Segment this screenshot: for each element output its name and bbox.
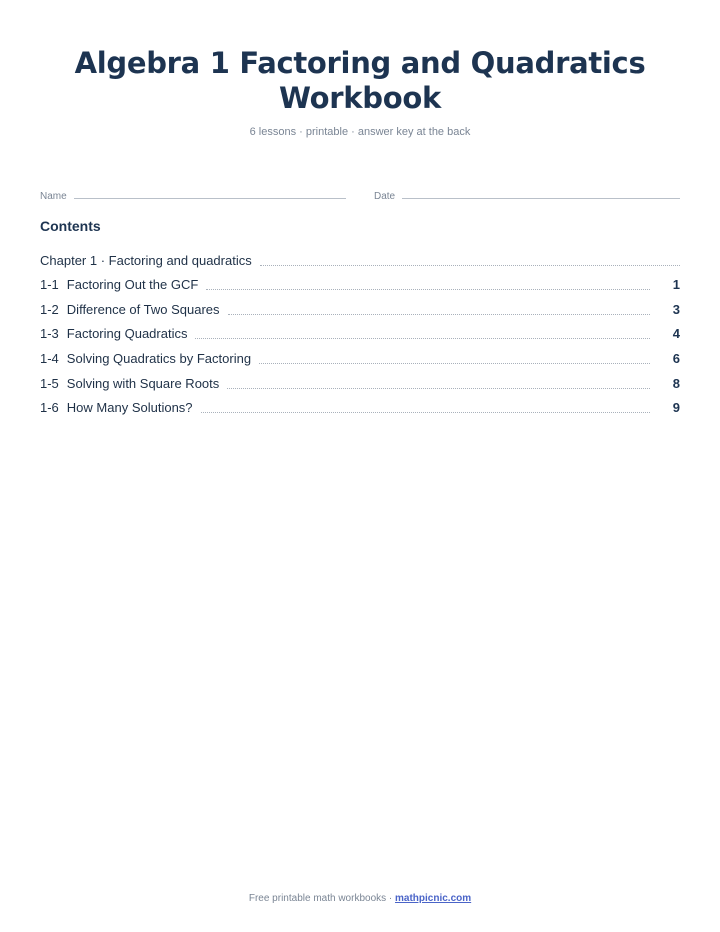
toc-lesson-row[interactable]	[40, 275, 680, 293]
toc-leader	[201, 412, 650, 413]
toc-lesson-title: Solving Quadratics by Factoring	[66, 350, 252, 366]
toc-lesson-row[interactable]	[40, 300, 680, 318]
date-line	[402, 198, 680, 199]
toc-lesson-title: How Many Solutions?	[66, 399, 193, 415]
toc-page-number: 8	[672, 375, 680, 391]
toc-leader	[227, 388, 650, 389]
toc-lesson-number: 1-4	[40, 350, 59, 366]
toc-lesson-title: Difference of Two Squares	[66, 301, 220, 317]
toc-leader	[259, 363, 650, 364]
toc-lesson-row[interactable]	[40, 324, 680, 342]
toc-page-number: 9	[672, 399, 680, 415]
toc-lesson-title: Factoring Quadratics	[66, 325, 188, 341]
toc-lesson-number: 1-5	[40, 375, 59, 391]
toc-leader	[228, 314, 650, 315]
workbook-subtitle: 6 lessons · printable · answer key at the back	[249, 126, 471, 138]
toc-lesson-number: 1-6	[40, 399, 59, 415]
workbook-title: Algebra 1 Factoring and Quadratics Workbook	[74, 46, 646, 115]
contents-heading: Contents	[40, 218, 101, 234]
toc-lesson-number: 1-1	[40, 276, 59, 292]
toc-page-number: 6	[672, 350, 680, 366]
name-line	[74, 198, 346, 199]
toc-lesson-title: Solving with Square Roots	[66, 375, 220, 391]
toc-page-number: 3	[672, 301, 680, 317]
toc-leader	[206, 289, 650, 290]
name-label: Name	[40, 191, 67, 202]
page-footer	[0, 893, 720, 904]
toc-chapter-label: Chapter 1 · Factoring and quadratics	[40, 252, 252, 268]
toc-lesson-row[interactable]	[40, 349, 680, 367]
date-label: Date	[374, 191, 396, 202]
toc-leader	[260, 265, 680, 266]
toc-page-number: 4	[672, 325, 680, 341]
toc-chapter-row	[40, 251, 680, 269]
toc-lesson-row[interactable]	[40, 374, 680, 392]
footer-site-link[interactable]: mathpicnic.com	[395, 893, 472, 904]
toc-lesson-number: 1-2	[40, 301, 59, 317]
toc-lesson-number: 1-3	[40, 325, 59, 341]
toc-lesson-row[interactable]	[40, 398, 680, 416]
toc-page-number: 1	[672, 276, 680, 292]
toc-lesson-title: Factoring Out the GCF	[66, 276, 199, 292]
footer-text: Free printable math workbooks ·	[248, 893, 396, 904]
toc-leader	[195, 338, 650, 339]
